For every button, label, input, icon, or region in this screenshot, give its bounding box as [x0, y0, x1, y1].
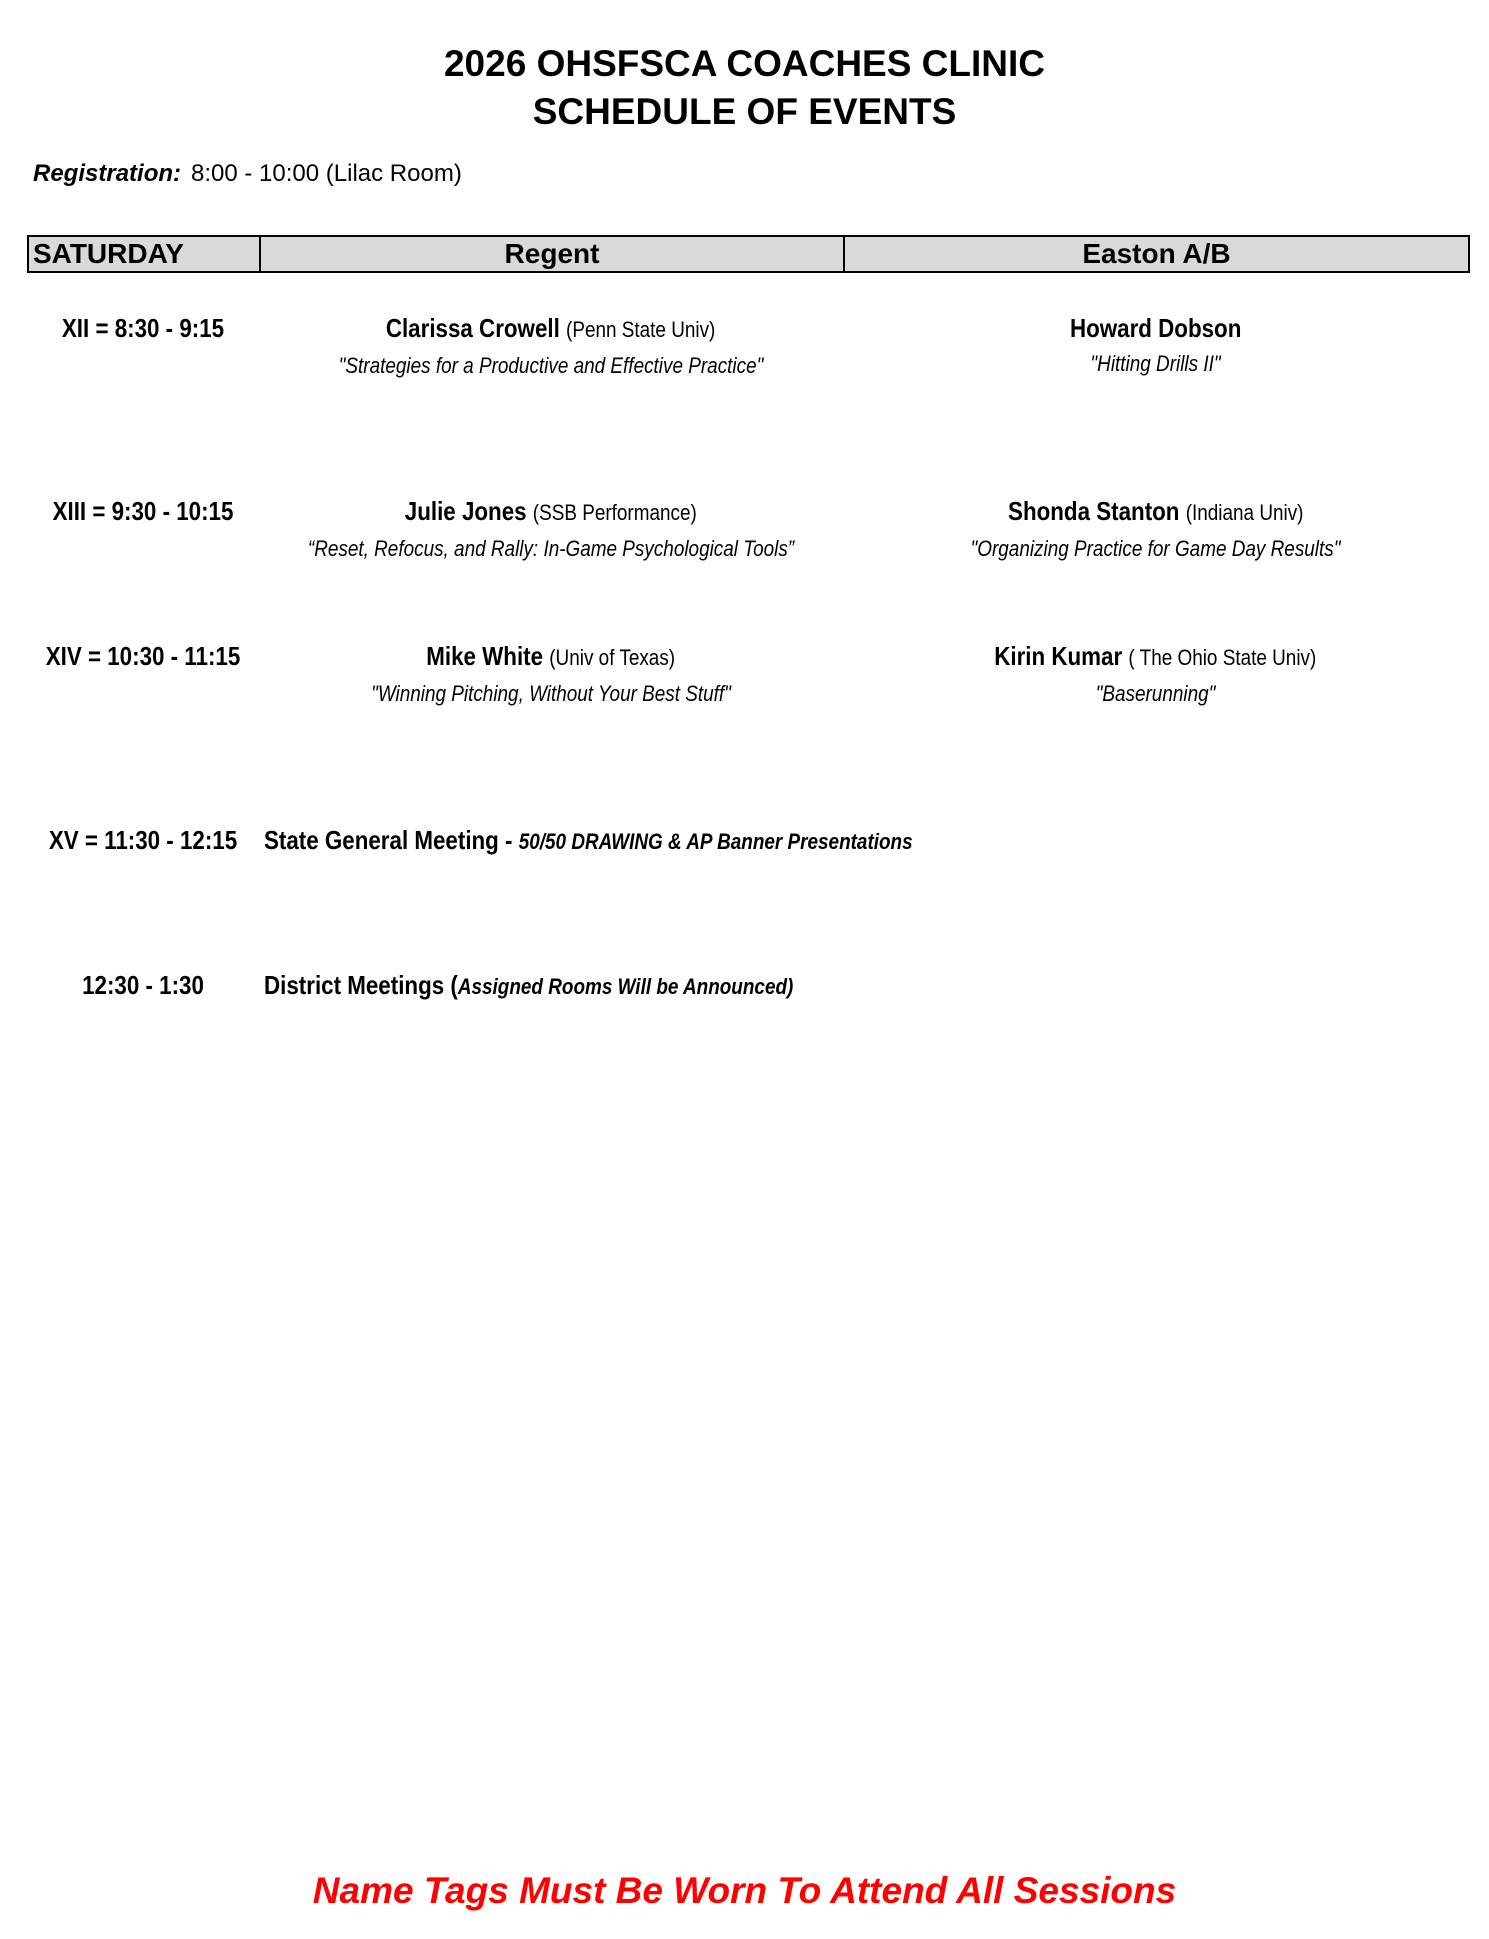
district-meeting-time: 12:30 - 1:30: [82, 970, 204, 1000]
regent-session: [261, 641, 841, 709]
general-meeting-note: 50/50 DRAWING & AP Banner Presentations: [518, 829, 913, 854]
header-room-easton: Easton A/B: [1082, 238, 1231, 269]
schedule-header-row: [27, 235, 1470, 273]
speaker-affiliation: (Indiana Univ): [1185, 500, 1304, 525]
district-meeting-row: [0, 970, 1489, 1050]
district-meeting-info: [264, 970, 793, 1002]
footer-notice: Name Tags Must Be Worn To Attend All Sessions: [312, 1870, 1177, 1911]
district-meeting-title: District Meetings (: [264, 970, 458, 1000]
speaker-name: Howard Dobson: [1069, 313, 1242, 343]
speaker-line: [405, 496, 697, 528]
speaker-name: Julie Jones: [404, 496, 527, 526]
talk-title: "Hitting Drills II": [1090, 351, 1221, 376]
general-meeting-info: [264, 825, 913, 857]
page-subtitle: SCHEDULE OF EVENTS: [532, 91, 957, 132]
session-time: XIII = 9:30 - 10:15: [52, 496, 234, 526]
talk-title: "Organizing Practice for Game Day Results": [970, 536, 1341, 561]
speaker-name: Clarissa Crowell: [386, 313, 561, 343]
speaker-affiliation: (Penn State Univ): [566, 317, 716, 342]
speaker-line: [1070, 313, 1241, 343]
district-meeting-note: Assigned Rooms Will be Announced): [457, 974, 794, 999]
page-title: 2026 OHSFSCA COACHES CLINIC: [443, 43, 1045, 84]
speaker-line: [1008, 496, 1303, 528]
general-meeting-row: [0, 825, 1489, 905]
session-row: [0, 313, 1489, 393]
speaker-name: Mike White: [426, 641, 544, 671]
speaker-affiliation: ( The Ohio State Univ): [1128, 645, 1317, 670]
header-room-regent: Regent: [261, 237, 845, 271]
session-time: XIV = 10:30 - 11:15: [45, 641, 241, 671]
registration-label: Registration:: [33, 160, 182, 187]
talk-title: "Strategies for a Productive and Effective Practice": [338, 353, 764, 378]
speaker-affiliation: (Univ of Texas): [549, 645, 676, 670]
speaker-name: Kirin Kumar: [994, 641, 1123, 671]
speaker-line: [994, 641, 1316, 673]
session-row: [0, 496, 1489, 576]
talk-title: “Reset, Refocus, and Rally: In-Game Psychological Tools”: [307, 536, 795, 561]
speaker-line: [386, 313, 716, 345]
easton-session: [843, 496, 1468, 564]
talk-title: "Winning Pitching, Without Your Best Stuff": [371, 681, 731, 706]
talk-title: "Baserunning": [1095, 681, 1216, 706]
general-meeting-title: State General Meeting -: [264, 825, 519, 855]
regent-session: [261, 496, 841, 564]
easton-session: [843, 313, 1468, 379]
speaker-affiliation: (SSB Performance): [532, 500, 698, 525]
registration-info: [33, 160, 462, 188]
registration-value: 8:00 - 10:00 (Lilac Room): [191, 160, 462, 187]
regent-session: [261, 313, 841, 381]
header-day: SATURDAY: [29, 237, 261, 271]
easton-session: [843, 641, 1468, 709]
general-meeting-time: XV = 11:30 - 12:15: [48, 825, 238, 855]
speaker-line: [427, 641, 676, 673]
session-time: XII = 8:30 - 9:15: [61, 313, 225, 343]
speaker-name: Shonda Stanton: [1007, 496, 1180, 526]
session-row: [0, 641, 1489, 721]
